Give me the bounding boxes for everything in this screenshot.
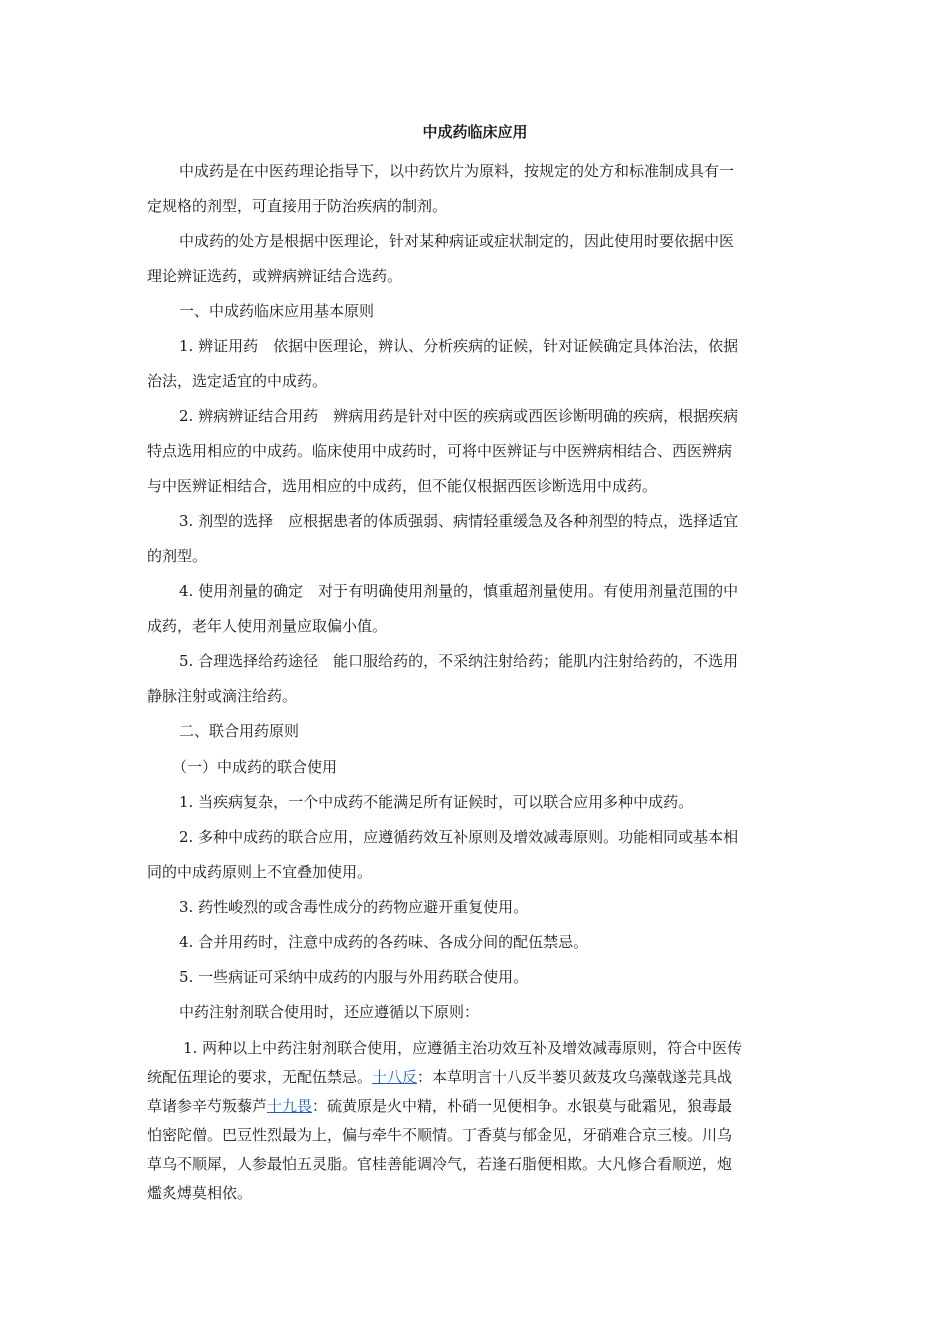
paragraph-line: 与中医辨证相结合，选用相应的中成药，但不能仅根据西医诊断选用中成药。 [147, 477, 658, 495]
paragraph-line: 成药，老年人使用剂量应取偏小值。 [147, 617, 388, 635]
line-text: 草诸参辛芍叛藜芦 [147, 1097, 268, 1115]
paragraph-line: 5. 一些病证可采纳中成药的内服与外用药联合使用。 [179, 968, 529, 986]
paragraph-line: 4. 使用剂量的确定 对于有明确使用剂量的，慎重超剂量使用。有使用剂量范围的中 [179, 582, 739, 600]
paragraph-line: 同的中成药原则上不宜叠加使用。 [147, 863, 373, 881]
paragraph-line: 3. 剂型的选择 应根据患者的体质强弱、病情轻重缓急及各种剂型的特点，选择适宜 [179, 512, 739, 530]
paragraph-line: 治法，选定适宜的中成药。 [147, 372, 328, 390]
document-title: 中成药临床应用 [422, 123, 528, 141]
paragraph-line [147, 1095, 807, 1117]
paragraph-line: 草乌不顺犀，人参最怕五灵脂。官桂善能调冷气，若逢石脂便相欺。大凡修合看顺逆，炮 [147, 1155, 733, 1173]
paragraph-line: 中药注射剂联合使用时，还应遵循以下原则： [179, 1003, 480, 1021]
section-heading: 二、联合用药原则 [179, 722, 300, 740]
line-text: ：硫黄原是火中精，朴硝一见便相争。水银莫与砒霜见，狼毒最 [312, 1097, 733, 1115]
shibafan-link[interactable]: 十八反 [372, 1068, 418, 1086]
paragraph-line: 4. 合并用药时，注意中成药的各药味、各成分间的配伍禁忌。 [179, 933, 589, 951]
paragraph-line [147, 1066, 807, 1088]
paragraph-line: 2. 多种中成药的联合应用，应遵循药效互补原则及增效减毒原则。功能相同或基本相 [179, 828, 739, 846]
paragraph-line: 定规格的剂型，可直接用于防治疾病的制剂。 [147, 197, 448, 215]
paragraph-line: 静脉注射或滴注给药。 [147, 687, 298, 705]
paragraph-line: 中成药的处方是根据中医理论，针对某种病证或症状制定的，因此使用时要依据中医 [179, 232, 735, 250]
paragraph-line: 1. 两种以上中药注射剂联合使用，应遵循主治功效互补及增效减毒原则，符合中医传 [183, 1039, 743, 1057]
paragraph-line: 爁炙煿莫相依。 [147, 1184, 253, 1202]
paragraph-line: 特点选用相应的中成药。临床使用中成药时，可将中医辨证与中医辨病相结合、西医辨病 [147, 442, 733, 460]
paragraph-line: 5. 合理选择给药途径 能口服给药的，不采纳注射给药；能肌内注射给药的，不选用 [179, 652, 739, 670]
paragraph-line: 1. 辨证用药 依据中医理论，辨认、分析疾病的证候，针对证候确定具体治法，依据 [179, 337, 739, 355]
subsection-heading: （一）中成药的联合使用 [172, 758, 338, 776]
paragraph-line: 理论辨证选药，或辨病辨证结合选药。 [147, 267, 403, 285]
paragraph-line: 的剂型。 [147, 547, 208, 565]
section-heading: 一、中成药临床应用基本原则 [179, 302, 375, 320]
paragraph-line: 2. 辨病辨证结合用药 辨病用药是针对中医的疾病或西医诊断明确的疾病，根据疾病 [179, 407, 739, 425]
line-text: 统配伍理论的要求，无配伍禁忌。 [147, 1068, 373, 1086]
paragraph-line: 1. 当疾病复杂，一个中成药不能满足所有证候时，可以联合应用多种中成药。 [179, 793, 694, 811]
paragraph-line: 怕密陀僧。巴豆性烈最为上，偏与牵牛不顺情。丁香莫与郁金见，牙硝难合京三棱。川乌 [147, 1126, 733, 1144]
paragraph-line: 3. 药性峻烈的或含毒性成分的药物应避开重复使用。 [179, 898, 529, 916]
line-text: ：本草明言十八反半蒌贝蔹芨攻乌藻戟遂芫具战 [417, 1068, 733, 1086]
shijiuwei-link[interactable]: 十九畏 [267, 1097, 313, 1115]
paragraph-line: 中成药是在中医药理论指导下，以中药饮片为原料，按规定的处方和标准制成具有一 [179, 162, 735, 180]
